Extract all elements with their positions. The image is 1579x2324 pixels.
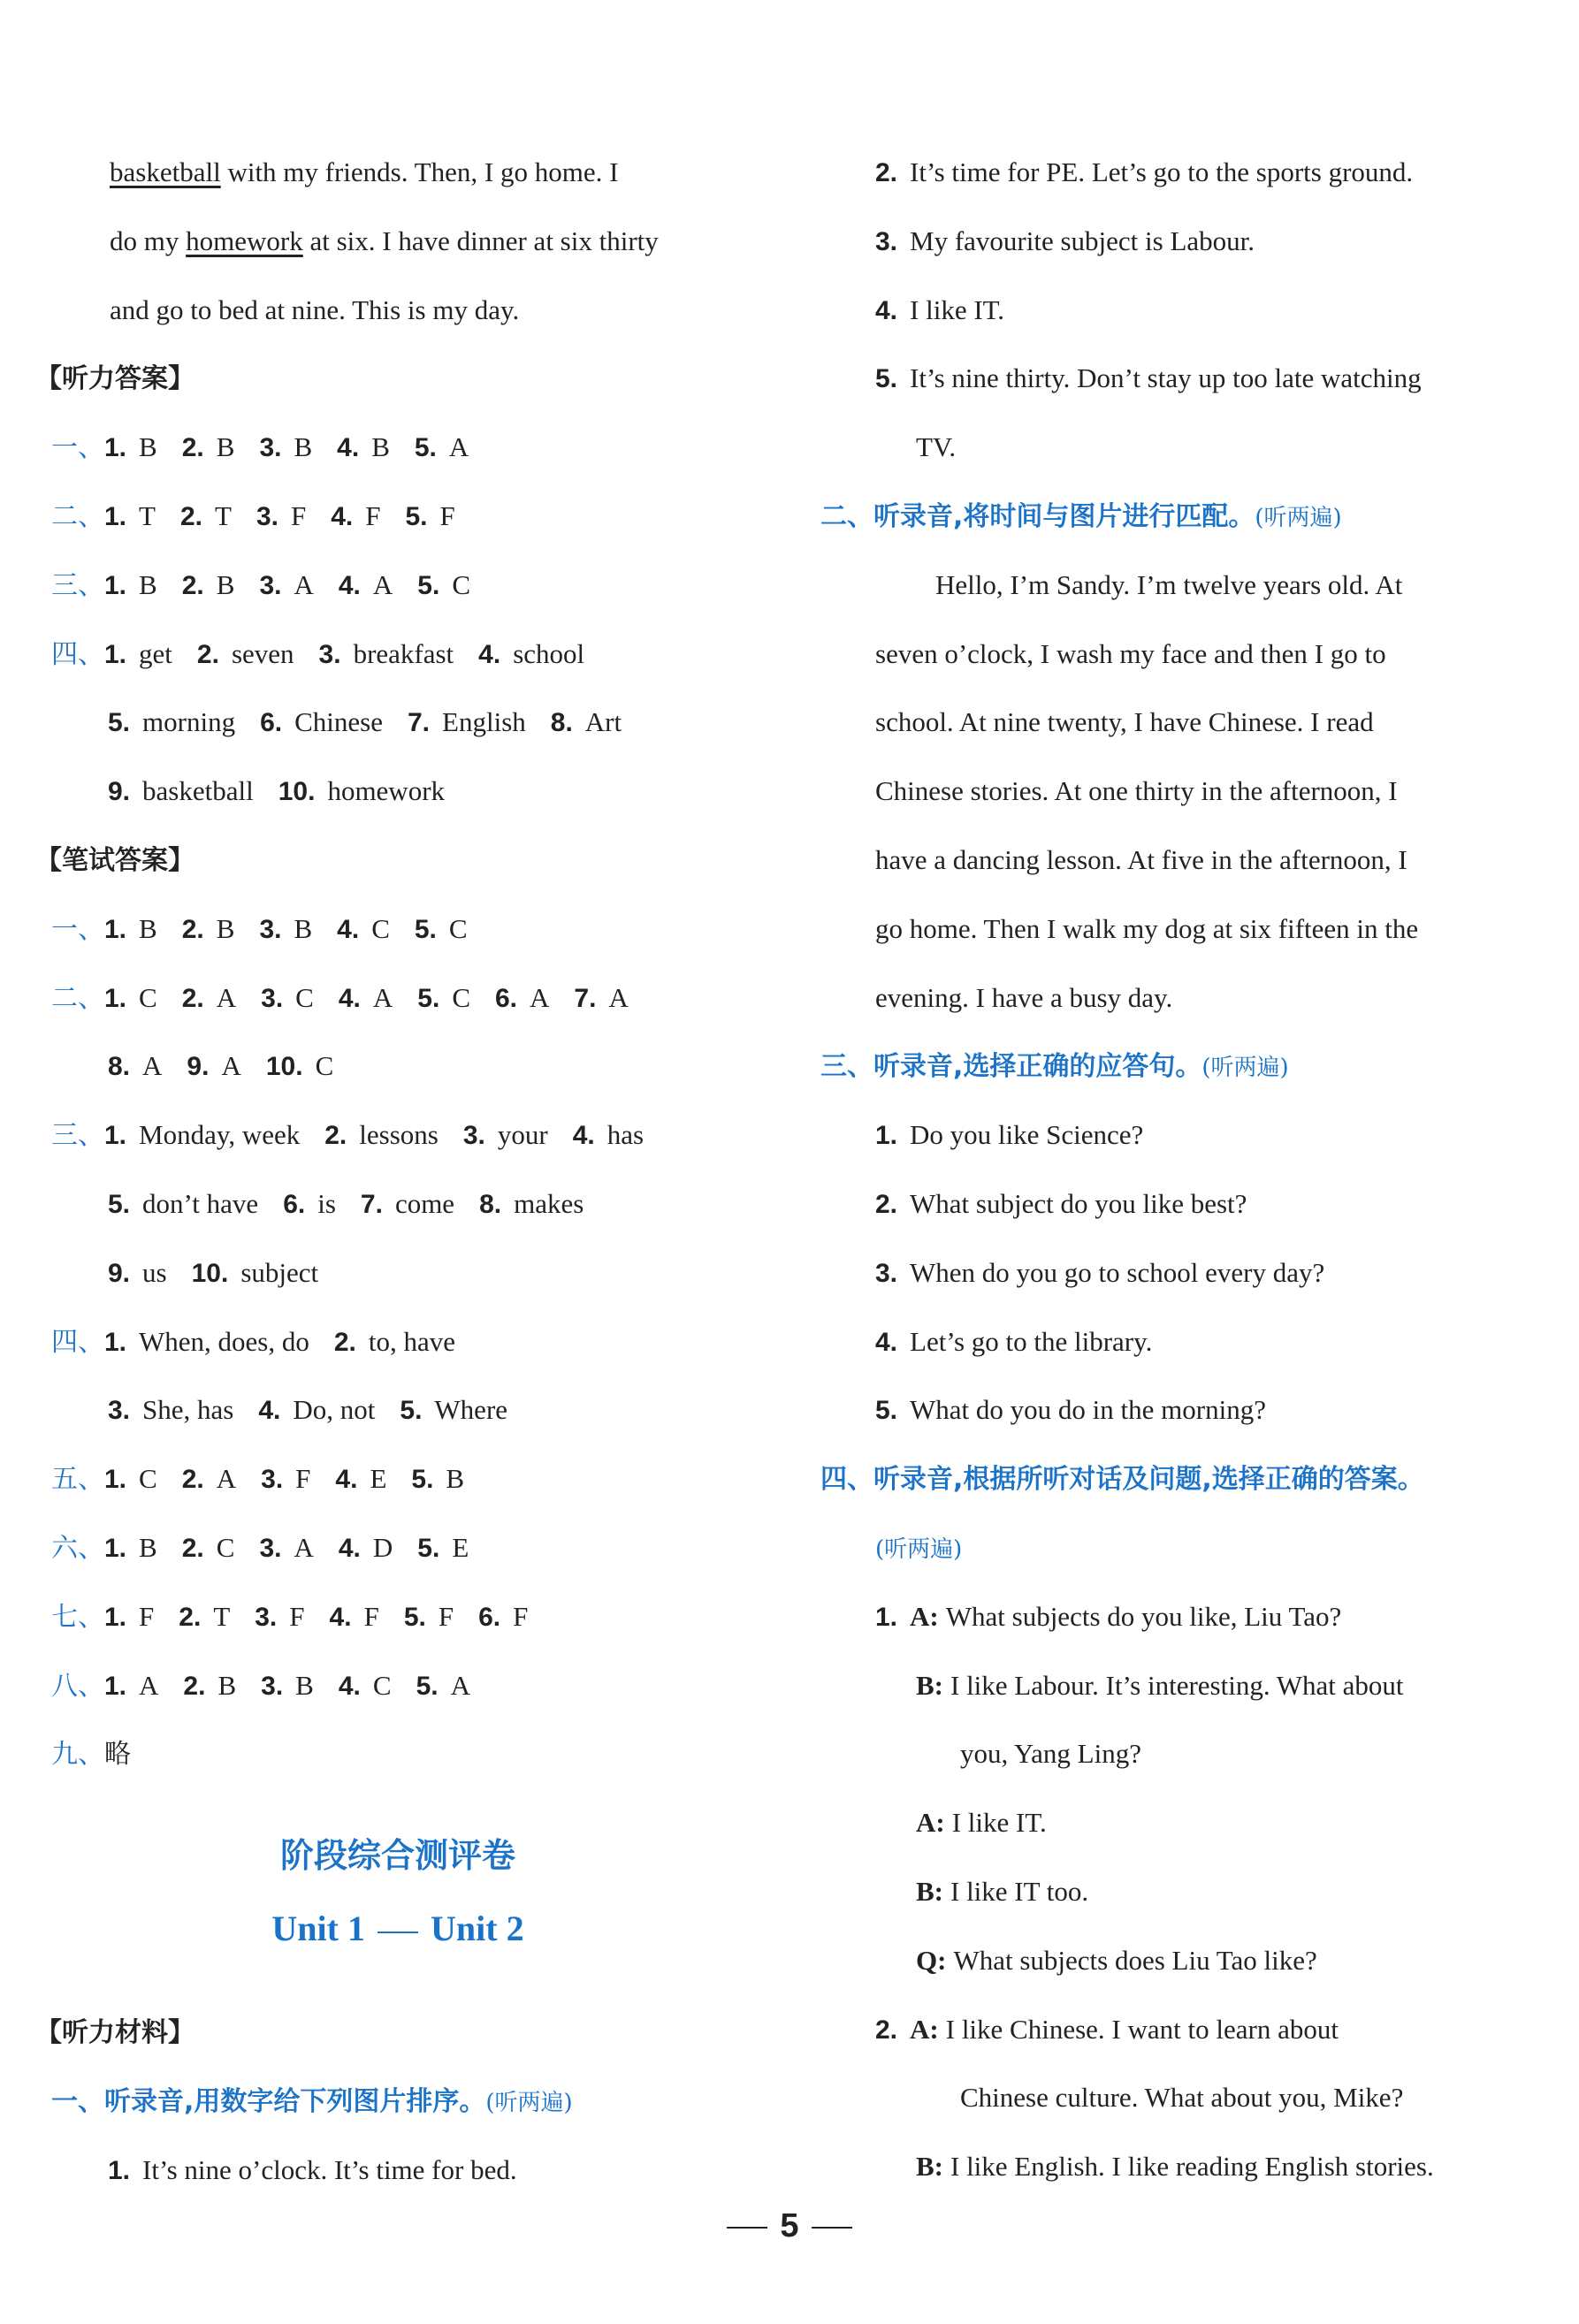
item-text: What subject do you like best?	[910, 1188, 1247, 1219]
written-answer-row	[51, 1324, 455, 1360]
item-number: 8.	[550, 708, 573, 738]
item-number: 3.	[259, 914, 282, 944]
written-answer-row	[51, 1048, 333, 1085]
item-answer: T	[213, 1600, 231, 1632]
item-number: 7.	[574, 983, 597, 1013]
part2-paragraph-line	[935, 568, 1402, 603]
part1-item	[916, 430, 956, 465]
part2-paragraph-line	[875, 705, 1374, 740]
written-answer-row	[51, 911, 468, 948]
item-number: 5.	[403, 1602, 426, 1632]
item-number: 5.	[400, 1396, 423, 1426]
item-answer: B	[139, 568, 157, 600]
dialogue-text: What subjects does Liu Tao like?	[953, 1944, 1317, 1976]
item-number: 5.	[414, 433, 437, 463]
item-answer: lessons	[359, 1119, 439, 1151]
item-number: 2.	[179, 502, 202, 531]
item-answer: A	[372, 568, 393, 600]
item-answer: Chinese	[294, 706, 383, 738]
item-answer: B	[371, 431, 390, 463]
written-answer-row	[51, 1530, 469, 1566]
item-answer: 略	[104, 1739, 131, 1771]
written-answer-row	[51, 1599, 528, 1635]
item-number: 6.	[495, 983, 518, 1013]
paragraph-text: have a dancing lesson. At five in the afternoon, I	[875, 844, 1407, 875]
item-answer: A	[216, 981, 237, 1013]
written-answers-title-text: 【笔试答案】	[35, 845, 195, 876]
item-answer: us	[142, 1256, 167, 1288]
dialogue-text: I like Chinese. I want to learn about	[945, 2013, 1339, 2045]
item-answer: B	[139, 1532, 157, 1563]
dialogue-text: I like Labour. It’s interesting. What about	[950, 1669, 1404, 1701]
item-answer: homework	[327, 775, 446, 807]
item-answer: B	[446, 1463, 465, 1495]
item-number: 4.	[337, 433, 360, 463]
item-number: 3.	[261, 1671, 284, 1701]
item-answer: your	[497, 1119, 548, 1151]
written-answer-row	[51, 1736, 131, 1772]
item-number: 3.	[259, 570, 282, 600]
item-text: Let’s go to the library.	[910, 1325, 1153, 1357]
item-number: 3.	[261, 1465, 284, 1495]
item-answer: is	[317, 1188, 336, 1219]
written-answer-prefix: 一、	[51, 913, 104, 945]
item-answer: English	[442, 706, 526, 738]
item-number: 10.	[278, 777, 316, 807]
item-number: 3.	[259, 433, 282, 463]
paragraph-text: go home. Then I walk my dog at six fifteen in the	[875, 912, 1419, 944]
listening-answer-row	[51, 568, 470, 604]
part3-heading	[820, 1048, 1289, 1086]
item-number: 3.	[255, 1602, 278, 1632]
listening-answer-row	[51, 773, 445, 810]
item-answer: F	[295, 1463, 311, 1495]
part1-item	[875, 224, 1255, 260]
item-answer: A	[294, 1532, 314, 1563]
written-answer-row	[51, 1392, 507, 1429]
speaker-label: A:	[910, 1600, 939, 1632]
item-number: 5.	[416, 1671, 439, 1701]
item-answer: basketball	[142, 775, 254, 807]
dialogue-line	[875, 2012, 1339, 2048]
text-run: and go to bed at nine. This is my day.	[110, 293, 520, 325]
item-answer: Monday, week	[139, 1119, 301, 1151]
item-answer: subject	[240, 1256, 319, 1288]
dialogue-line	[960, 1736, 1141, 1772]
part4-heading-text: 四、听录音,根据所听对话及问题,选择正确的答案。	[820, 1464, 1424, 1496]
item-number: 3.	[256, 502, 278, 531]
item-answer: E	[370, 1463, 387, 1495]
listening-material-title	[35, 2015, 195, 2051]
unit-title-start: Unit 1	[271, 1909, 365, 1948]
part2-heading	[820, 499, 1342, 536]
item-number: 7.	[360, 1190, 383, 1219]
dialogue-line	[916, 1943, 1317, 1978]
item-answer: B	[216, 431, 235, 463]
written-answers-title	[35, 842, 195, 879]
item-answer: B	[139, 431, 157, 463]
item-answer: Art	[584, 706, 622, 738]
dialogue-line	[916, 2149, 1434, 2184]
item-answer: A	[530, 981, 550, 1013]
listening-answer-row	[51, 499, 455, 535]
written-answer-prefix: 六、	[51, 1533, 104, 1564]
item-number: 1.	[104, 1327, 127, 1357]
part1-item	[108, 2153, 517, 2189]
item-number: 2.	[875, 2015, 898, 2045]
item-answer: C	[452, 981, 470, 1013]
item-answer: B	[217, 1669, 237, 1701]
item-answer: T	[215, 500, 232, 531]
intro-paragraph-line	[110, 155, 618, 190]
item-answer: B	[139, 912, 157, 944]
written-answer-prefix: 八、	[51, 1670, 104, 1702]
item-number: 4.	[875, 1327, 898, 1357]
part2-paragraph-line	[875, 911, 1418, 947]
item-number: 5.	[875, 364, 898, 394]
item-number: 6.	[478, 1602, 501, 1632]
dialogue-text: I like English. I like reading English stories.	[950, 2151, 1434, 2183]
underlined-word: homework	[186, 225, 303, 256]
item-answer: Do, not	[293, 1394, 376, 1426]
part2-paragraph-line	[875, 842, 1407, 878]
item-number: 7.	[408, 708, 431, 738]
part1-item	[875, 155, 1413, 191]
paragraph-text: seven o’clock, I wash my face and then I go to	[875, 637, 1386, 669]
part2-heading-hint: (听两遍)	[1255, 505, 1342, 531]
item-number: 4.	[875, 295, 898, 325]
written-answer-prefix: 二、	[51, 982, 104, 1014]
item-number: 2.	[324, 1121, 347, 1151]
item-answer: A	[448, 431, 469, 463]
item-number: 5.	[414, 914, 437, 944]
item-answer: F	[139, 1600, 155, 1632]
item-answer: B	[294, 431, 313, 463]
item-answer: come	[394, 1188, 455, 1219]
item-answer: C	[452, 568, 470, 600]
item-answer: F	[290, 500, 307, 531]
item-number: 5.	[405, 502, 428, 531]
listening-answer-prefix: 一、	[51, 432, 104, 464]
item-number: 1.	[104, 570, 127, 600]
written-answer-row	[51, 1255, 318, 1292]
speaker-label: B:	[916, 2151, 943, 2183]
listening-answer-prefix: 四、	[51, 638, 104, 670]
item-number: 2.	[181, 433, 204, 463]
item-answer: B	[216, 568, 235, 600]
item-answer: A	[216, 1463, 237, 1495]
item-number: 6.	[260, 708, 283, 738]
item-answer: C	[315, 1050, 334, 1082]
item-answer: morning	[142, 706, 236, 738]
item-answer: to, have	[368, 1325, 456, 1357]
item-number: 5.	[417, 570, 440, 600]
dialogue-line	[875, 1599, 1341, 1635]
written-answer-prefix: 七、	[51, 1601, 104, 1633]
item-number: 3.	[318, 639, 341, 669]
text-run: do my	[110, 225, 187, 256]
item-answer: E	[452, 1532, 469, 1563]
item-answer: F	[513, 1600, 529, 1632]
item-number: 4.	[331, 502, 354, 531]
paragraph-text: Hello, I’m Sandy. I’m twelve years old. At	[935, 568, 1403, 600]
item-number: 8.	[108, 1052, 131, 1082]
item-number: 2.	[179, 1602, 202, 1632]
item-number: 4.	[329, 1602, 352, 1632]
item-number: 2.	[181, 914, 204, 944]
part3-heading-text: 三、听录音,选择正确的应答句。	[820, 1051, 1202, 1083]
item-number: 5.	[417, 983, 440, 1013]
item-text: My favourite subject is Labour.	[910, 225, 1255, 256]
item-answer: don’t have	[142, 1188, 259, 1219]
text-run: with my friends. Then, I go home. I	[220, 156, 619, 187]
item-answer: F	[439, 500, 455, 531]
item-answer: has	[606, 1119, 645, 1151]
written-answer-prefix: 五、	[51, 1464, 104, 1496]
intro-paragraph-line	[110, 224, 659, 259]
item-answer: C	[372, 1669, 392, 1701]
written-answer-row	[51, 980, 629, 1017]
item-number: 3.	[875, 226, 898, 256]
written-answer-row	[51, 1461, 464, 1497]
part1-hint: (听两遍)	[485, 2090, 573, 2116]
part3-item	[875, 1117, 1143, 1154]
item-text: TV.	[916, 431, 957, 463]
item-number: 1.	[108, 2156, 131, 2185]
item-number: 4.	[572, 1121, 595, 1151]
page-number	[0, 2207, 1579, 2245]
item-answer: C	[295, 981, 314, 1013]
item-answer: A	[372, 981, 393, 1013]
written-answer-row	[51, 1186, 584, 1223]
item-number: 2.	[333, 1327, 356, 1357]
item-answer: breakfast	[353, 637, 454, 669]
item-answer: makes	[514, 1188, 584, 1219]
item-answer: C	[139, 1463, 157, 1495]
page-number-value: 5	[780, 2207, 799, 2244]
item-number: 1.	[104, 639, 127, 669]
item-number: 1.	[104, 433, 127, 463]
item-answer: C	[448, 912, 468, 944]
item-number: 1.	[104, 914, 127, 944]
written-answer-prefix: 四、	[51, 1326, 104, 1358]
item-answer: A	[142, 1050, 163, 1082]
item-number: 3.	[261, 983, 284, 1013]
item-number: 2.	[181, 1534, 204, 1563]
item-number: 4.	[338, 983, 361, 1013]
item-answer: F	[438, 1600, 454, 1632]
part3-heading-hint: (听两遍)	[1201, 1055, 1289, 1082]
item-number: 9.	[108, 777, 131, 807]
item-answer: A	[139, 1669, 159, 1701]
item-number: 2.	[196, 639, 219, 669]
item-number: 4.	[338, 570, 361, 600]
listening-answers-title	[35, 361, 195, 397]
item-text: It’s nine o’clock. It’s time for bed.	[142, 2154, 517, 2185]
speaker-label: B:	[916, 1669, 943, 1701]
item-number: 1.	[104, 1602, 127, 1632]
item-number: 3.	[875, 1258, 898, 1288]
speaker-label: B:	[916, 1876, 943, 1907]
item-number: 2.	[181, 570, 204, 600]
item-number: 1.	[875, 1121, 898, 1151]
part1-heading	[51, 2084, 573, 2121]
listening-answer-prefix: 二、	[51, 501, 104, 532]
item-number: 1.	[875, 1602, 898, 1632]
item-number: 2.	[181, 983, 204, 1013]
item-answer: A	[450, 1669, 470, 1701]
part3-item	[875, 1186, 1247, 1223]
item-number: 1.	[104, 1671, 127, 1701]
part4-hint-line	[875, 1530, 962, 1567]
dialogue-line	[960, 2080, 1403, 2115]
unit-dash	[378, 1932, 418, 1933]
item-number: 2.	[875, 1190, 898, 1219]
part2-paragraph-line	[875, 980, 1172, 1016]
dialogue-line	[916, 1874, 1088, 1909]
item-number: 4.	[478, 639, 501, 669]
listening-answers-title-text: 【听力答案】	[35, 363, 195, 395]
item-number: 8.	[479, 1190, 502, 1219]
item-number: 9.	[108, 1258, 131, 1288]
listening-answer-row	[51, 430, 469, 466]
listening-answer-row	[51, 705, 622, 741]
item-answer: A	[221, 1050, 241, 1082]
intro-paragraph-line	[110, 293, 519, 328]
dialogue-line	[916, 1805, 1047, 1840]
item-number: 2.	[183, 1671, 206, 1701]
page-dash-right	[812, 2227, 852, 2229]
part2-paragraph-line	[875, 773, 1398, 809]
item-answer: B	[295, 1669, 314, 1701]
item-number: 4.	[338, 1534, 361, 1563]
item-number: 4.	[338, 1671, 361, 1701]
item-answer: C	[139, 981, 157, 1013]
listening-material-title-text: 【听力材料】	[35, 2017, 195, 2048]
dialogue-text: I like IT too.	[950, 1876, 1089, 1907]
item-number: 1.	[104, 1121, 127, 1151]
dialogue-text: I like IT.	[951, 1807, 1047, 1839]
listening-answer-row	[51, 636, 584, 673]
item-text: It’s nine thirty. Don’t stay up too late watching	[910, 362, 1422, 394]
item-answer: B	[216, 912, 235, 944]
item-answer: D	[372, 1532, 393, 1563]
item-answer: C	[371, 912, 390, 944]
part3-item	[875, 1255, 1324, 1292]
item-answer: C	[216, 1532, 235, 1563]
text-run: at six. I have dinner at six thirty	[302, 225, 659, 256]
item-number: 5.	[417, 1534, 440, 1563]
dialogue-text: Chinese culture. What about you, Mike?	[960, 2082, 1404, 2114]
part2-heading-text: 二、听录音,将时间与图片进行匹配。	[820, 501, 1255, 532]
item-number: 3.	[259, 1534, 282, 1563]
item-answer: When, does, do	[139, 1325, 309, 1357]
item-number: 6.	[283, 1190, 306, 1219]
dialogue-text: you, Yang Ling?	[960, 1738, 1141, 1770]
item-text: When do you go to school every day?	[910, 1256, 1325, 1288]
part2-paragraph-line	[875, 636, 1386, 672]
item-text: What do you do in the morning?	[910, 1394, 1266, 1426]
item-number: 3.	[462, 1121, 485, 1151]
part4-heading	[820, 1461, 1424, 1497]
item-answer: get	[139, 637, 172, 669]
unit-title	[168, 1908, 628, 1949]
written-answer-prefix: 三、	[51, 1120, 104, 1152]
item-number: 5.	[411, 1465, 434, 1495]
item-answer: F	[289, 1600, 305, 1632]
item-answer: T	[139, 500, 156, 531]
page-dash-left	[727, 2227, 767, 2229]
paragraph-text: school. At nine twenty, I have Chinese. I read	[875, 706, 1374, 738]
item-number: 10.	[191, 1258, 229, 1288]
item-number: 1.	[104, 1534, 127, 1563]
speaker-label: Q:	[916, 1944, 947, 1976]
part3-item	[875, 1324, 1152, 1360]
part1-item	[875, 361, 1422, 397]
item-text: Do you like Science?	[910, 1119, 1144, 1151]
item-number: 4.	[337, 914, 360, 944]
part1-heading-text: 一、听录音,用数字给下列图片排序。	[51, 2086, 486, 2117]
listening-answer-prefix: 三、	[51, 569, 104, 601]
item-answer: A	[294, 568, 314, 600]
dialogue-line	[916, 1668, 1404, 1703]
item-number: 4.	[335, 1465, 358, 1495]
speaker-label: A:	[916, 1807, 945, 1839]
item-number: 5.	[108, 708, 131, 738]
item-answer: She, has	[142, 1394, 234, 1426]
item-answer: A	[608, 981, 629, 1013]
underlined-word: basketball	[110, 156, 221, 187]
part1-item	[875, 293, 1004, 329]
item-text: I like IT.	[910, 293, 1005, 325]
written-answer-row	[51, 1117, 644, 1154]
part4-hint: (听两遍)	[875, 1536, 963, 1563]
item-number: 1.	[104, 983, 127, 1013]
item-answer: F	[365, 500, 381, 531]
item-number: 9.	[187, 1052, 210, 1082]
unit-title-end: Unit 2	[431, 1909, 524, 1948]
section-title: 阶段综合测评卷	[279, 1836, 515, 1875]
dialogue-text: What subjects do you like, Liu Tao?	[945, 1600, 1342, 1632]
item-number: 1.	[104, 1465, 127, 1495]
item-answer: school	[513, 637, 585, 669]
item-number: 3.	[108, 1396, 131, 1426]
item-number: 2.	[875, 158, 898, 187]
item-answer: F	[363, 1600, 379, 1632]
written-answer-prefix: 九、	[51, 1739, 104, 1771]
item-number: 4.	[258, 1396, 281, 1426]
item-number: 2.	[181, 1465, 204, 1495]
item-answer: B	[294, 912, 313, 944]
paragraph-text: evening. I have a busy day.	[875, 981, 1173, 1013]
item-text: It’s time for PE. Let’s go to the sports ground.	[910, 156, 1414, 187]
item-answer: Where	[434, 1394, 508, 1426]
paragraph-text: Chinese stories. At one thirty in the afternoon, I	[875, 775, 1398, 807]
speaker-label: A:	[910, 2013, 939, 2045]
item-number: 5.	[875, 1396, 898, 1426]
item-number: 1.	[104, 502, 127, 531]
item-number: 5.	[108, 1190, 131, 1219]
item-number: 10.	[265, 1052, 303, 1082]
written-answer-row	[51, 1668, 470, 1704]
part3-item	[875, 1392, 1266, 1429]
item-answer: seven	[231, 637, 294, 669]
